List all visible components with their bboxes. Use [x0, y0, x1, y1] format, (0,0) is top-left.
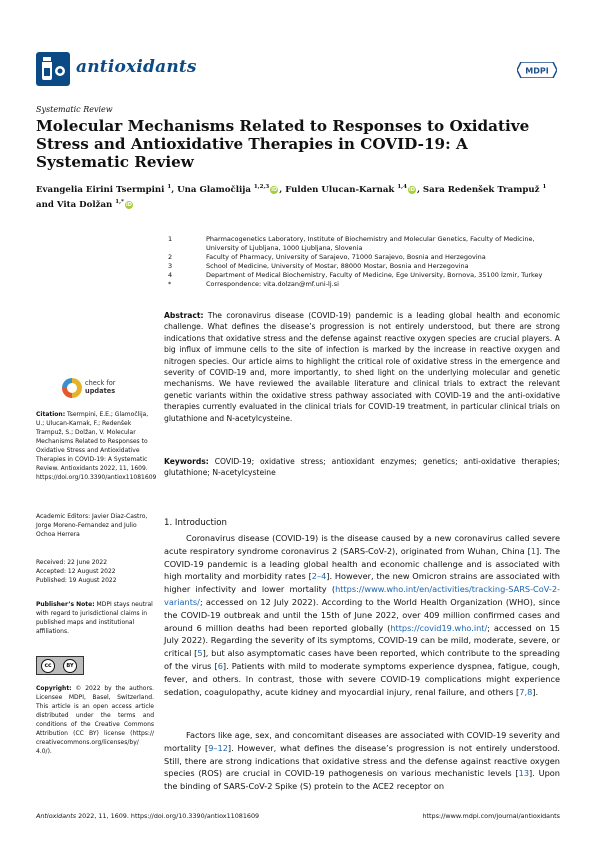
- citation: [36, 410, 157, 482]
- author-affiliation-ref: 1: [167, 184, 172, 191]
- affiliation-item: 1 Pharmacogenetics Laboratory, Institute of Biochemistry and Molecular Genetics, Faculty of Medicine, University of Ljubljana, 1000 Ljubljana, Slovenia: [168, 235, 535, 252]
- article-title: Molecular Mechanisms Related to Responses to Oxidative Stress and Antioxidative Therapies in COVID-19: A Systematic Review: [36, 117, 530, 171]
- correspondence: * Correspondence: vita.dolzan@mf.uni-lj.si: [168, 280, 339, 288]
- author-affiliation-ref: 1,4: [397, 184, 407, 191]
- reference-link[interactable]: 6: [217, 660, 223, 671]
- reference-link[interactable]: 7,8: [519, 686, 533, 697]
- received-date: Received: 22 June 2022: [36, 559, 108, 566]
- publisher-note-text: MDPI stays neutral with regard to jurisdictional claims in published maps and institutional affiliations.: [36, 601, 153, 635]
- author-affiliation-ref: 1: [542, 184, 547, 191]
- journal-name: antioxidants: [76, 57, 197, 77]
- editors-label: Academic Editors:: [36, 513, 91, 520]
- publisher-note-label: Publisher’s Note:: [36, 601, 95, 608]
- check-for-updates-button[interactable]: [62, 378, 132, 400]
- keywords: [164, 456, 560, 479]
- author-name: Fulden Ulucan-Karnak: [285, 185, 395, 195]
- copyright-label: Copyright:: [36, 685, 72, 692]
- mdpi-logo-icon: [517, 62, 557, 78]
- reference-link[interactable]: 13: [518, 768, 530, 779]
- intro-paragraph-1: Coronavirus disease (COVID-19) is the disease caused by a new coronavirus called severe acute respiratory syndrome coronavirus 2 (SARS-CoV-2), originated from Wuhan, China [1]. The COVID-19 pandemic is a leading global health and economic challenge and is associated with high mortality and morbidity rates [2–4]. However, the new Omicron strains are associated with higher infectivity and lower mortality (https://www.who.int/en/activities/tracking-SARS-CoV-2-variants/; accessed on 12 July 2022). According to the World Health Organization (WHO), since the COVID-19 outbreak and until the 15th of June 2022, over 409 million confirmed cases and around 6 million deaths had been reported globally (https://covid19.who.int/; accessed on 15 July 2022). Regarding the severity of its symptoms, COVID-19 can be mild, moderate, severe, or critical [5], but also asymptomatic cases have been reported, which contribute to the spreading of the virus [6]. Patients with mild to moderate symptoms experience dyspnea, fatigue, cough, fever, and others. In contrast, those with severe COVID-19 complications might experience sedation, coagulopathy, acute kidney and myocardial injury, renal failure, and others [7,8].: [164, 533, 560, 697]
- affiliation-item: 2 Faculty of Pharmacy, University of Sarajevo, 71000 Sarajevo, Bosnia and Herzegovina: [168, 253, 486, 261]
- author-name: Evangelia Eirini Tsermpini: [36, 185, 165, 195]
- author-name: Una Glamočlija: [177, 185, 251, 195]
- reference-link[interactable]: 5: [197, 648, 203, 659]
- article-type: Systematic Review: [36, 105, 113, 114]
- abstract-text: The coronavirus disease (COVID-19) pandemic is a leading global health and economic challenge. What defines the disease’s progression is not entirely understood, but there are strong indications that oxidative stress and the defense against reactive oxygen species are crucial players. A big influx of immune cells to the site of infection is marked by the increase in reactive oxygen and nitrogen species. Our article aims to highlight the critical role of oxidative stress in the emergence and severity of COVID-19 and, more importantly, to shed light on the underlying molecular and genetic mechanisms. We have reviewed the available literature and clinical trials to extract the relevant genetic variants within the oxidative stress pathway associated with COVID-19 and the anti-oxidative therapies currently evaluated in the clinical trials for COVID-19 treatment, in particular clinical trials on glutathione and N-acetylcysteine.: [164, 311, 560, 423]
- article-dates: [36, 558, 154, 585]
- editors-text: Javier Diaz-Castro, Jorge Moreno-Fernandez and Julio Ochoa Herrera: [36, 513, 148, 538]
- abstract-label: Abstract:: [164, 311, 204, 320]
- check-updates-line2: updates: [85, 386, 116, 395]
- keywords-label: Keywords:: [164, 457, 209, 466]
- journal-logo-icon: [36, 52, 70, 86]
- url-link[interactable]: https://covid19.who.int/: [390, 622, 488, 633]
- orcid-icon[interactable]: iD: [409, 187, 415, 193]
- author-affiliation-ref: 1,*: [115, 199, 124, 206]
- url-link[interactable]: https://www.who.int/en/activities/tracking-SARS-CoV-2-variants/: [164, 584, 560, 607]
- publisher-name: MDPI: [525, 66, 549, 76]
- reference-link[interactable]: 9–12: [208, 742, 228, 753]
- citation-label: Citation:: [36, 411, 66, 418]
- cc-by-license-icon[interactable]: [36, 656, 84, 675]
- cc-icon: cc: [41, 659, 55, 673]
- keywords-text: COVID-19; oxidative stress; antioxidant enzymes; genetics; anti-oxidative therapies; glutathione; N-acetylcysteine: [164, 457, 560, 478]
- intro-paragraph-2: Factors like age, sex, and concomitant diseases are associated with COVID-19 severity and mortality [9–12]. However, what defines the disease’s progression is not entirely understood. Still, there are strong indications that oxidative stress and the defense against reactive oxygen species (ROS) are crucial in COVID-19 pathogenesis on various mechanistic levels [13]. Upon the binding of SARS-CoV-2 Spike (S) protein to the ACE2 receptor on: [164, 730, 560, 792]
- check-updates-line1: check for: [85, 379, 116, 387]
- affiliations: [168, 235, 568, 289]
- copyright: [36, 684, 154, 756]
- abstract: [164, 310, 560, 424]
- copyright-text: © 2022 by the authors. Licensee MDPI, Basel, Switzerland. This article is an open access article distributed under the terms and conditions of the Creative Commons Attribution (CC BY) license (https:// creativecommons.org/licenses/by/ 4.0/).: [36, 685, 154, 755]
- citation-text: Tsermpini, E.E.; Glamočlija, U.; Ulucan-Karnak, F.; Redenšek Trampuž, S.; Dolžan, V. Molecular Mechanisms Related to Responses to Oxidative Stress and Antioxidative Therapies in COVID-19: A Systematic Review. Antioxidants 2022, 11, 1609. https://doi.org/10.3390/antiox11081609: [36, 411, 157, 481]
- check-updates-icon: [62, 378, 82, 398]
- author-joiner: and: [36, 200, 54, 210]
- affiliation-item: 3 School of Medicine, University of Mostar, 88000 Mostar, Bosnia and Herzegovina: [168, 262, 469, 270]
- author-affiliation-ref: 1,2,3: [253, 184, 270, 191]
- footer-citation: [36, 812, 259, 820]
- footer-journal: Antioxidants: [36, 812, 77, 820]
- author-name: Sara Redenšek Trampuž: [422, 185, 540, 195]
- published-date: Published: 19 August 2022: [36, 577, 117, 584]
- publisher-note: [36, 600, 154, 636]
- academic-editors: [36, 512, 154, 539]
- by-icon: BY: [63, 659, 77, 673]
- affiliation-item: 4 Department of Medical Biochemistry, Faculty of Medicine, Ege University, Bornova, 35100 İzmir, Turkey: [168, 271, 543, 279]
- author-name: Vita Dolžan: [56, 200, 113, 210]
- footer-journal-url[interactable]: https://www.mdpi.com/journal/antioxidants: [422, 812, 560, 820]
- orcid-icon[interactable]: iD: [271, 187, 278, 193]
- section-heading: 1. Introduction: [164, 518, 227, 528]
- footer-doi: 2022, 11, 1609. https://doi.org/10.3390/antiox11081609: [78, 812, 260, 820]
- reference-link[interactable]: 1: [530, 545, 537, 556]
- accepted-date: Accepted: 12 August 2022: [36, 568, 116, 575]
- author-list: Evangelia Eirini Tsermpini $^1$, Una Glamočlija $^{1,2,3}$ iD , Fulden Ulucan-Karnak $^{1,4}$ iD , Sara Redenšek Trampuž $^1$ and Vita Dolžan $^{1,*}$ iD: [36, 184, 547, 210]
- reference-link[interactable]: 2–4: [311, 571, 327, 582]
- orcid-icon[interactable]: iD: [125, 202, 132, 208]
